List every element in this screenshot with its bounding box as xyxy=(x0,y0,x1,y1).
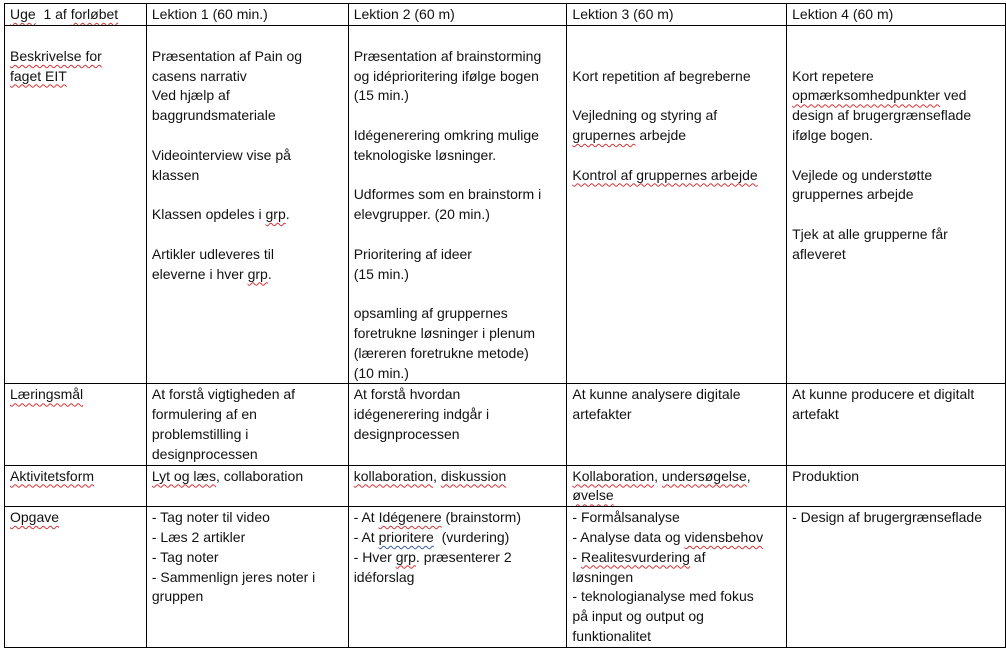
activity-l3-e: øvelse xyxy=(572,487,614,504)
description-lesson-3 xyxy=(567,26,787,384)
task-lesson-2 xyxy=(348,507,567,648)
description-label-line2: faget EIT xyxy=(10,67,67,84)
activity-lesson-3 xyxy=(567,465,787,507)
task-l2-2b: prioritere xyxy=(378,528,434,545)
desc-l2-e2: foretrukne løsninger i plenum xyxy=(353,324,535,341)
activity-l2-b: , xyxy=(433,467,441,484)
header-lesson-4: Lektion 4 (60 m) xyxy=(787,4,1006,26)
task-l2-4: idéforslag xyxy=(353,568,415,585)
desc-l3-c1: Kontrol af gruppernes arbejde xyxy=(572,166,758,183)
task-l3-5: - teknologianalyse med fokus xyxy=(572,588,754,605)
description-lesson-4 xyxy=(787,26,1006,384)
goals-lesson-4 xyxy=(787,384,1006,465)
task-l2-2a: - At xyxy=(353,528,379,545)
task-l2-2c: (vurdering) xyxy=(433,528,510,545)
desc-l1-d4: . xyxy=(267,265,272,282)
desc-l2-d2: (15 min.) xyxy=(353,265,409,282)
task-l3-4: løsningen xyxy=(572,568,634,585)
activity-label: Aktivitetsform xyxy=(10,467,95,484)
desc-l1-a2: casens narrativ xyxy=(151,67,247,84)
goals-label-cell xyxy=(5,384,147,465)
task-l1-5: gruppen xyxy=(151,588,204,605)
activity-lesson-2 xyxy=(348,465,567,507)
goal-l1-1: At forstå vigtigheden af xyxy=(151,386,296,403)
task-l3-1: - Formålsanalyse xyxy=(572,509,680,526)
desc-l3-b3: arbejde xyxy=(635,126,687,143)
task-lesson-4 xyxy=(787,507,1006,648)
activity-lesson-4 xyxy=(787,465,1006,507)
task-lesson-3 xyxy=(567,507,787,648)
header-week-cell xyxy=(5,4,147,26)
desc-l2-a1: Præsentation af brainstorming xyxy=(353,47,542,64)
activity-l1-a: Lyt og læs xyxy=(151,467,216,484)
goal-l2-3: designprocessen xyxy=(353,425,460,442)
desc-l2-e3: (læreren foretrukne metode) xyxy=(353,344,529,361)
activity-l3-c: undersøgelse xyxy=(661,467,747,484)
desc-l1-d3: grp xyxy=(247,265,268,282)
task-l3-2b: vidensbehov xyxy=(684,528,764,545)
task-l1-4: - Sammenlign jeres noter i xyxy=(151,568,316,585)
task-l3-2a: - Analyse data og xyxy=(572,528,685,545)
desc-l3-b1: Vejledning og styring af xyxy=(572,107,718,124)
header-lesson-3: Lektion 3 (60 m) xyxy=(567,4,787,26)
desc-l2-e1: opsamling af gruppernes xyxy=(353,305,508,322)
task-label-cell xyxy=(5,507,147,648)
desc-l3-b2: grupernes xyxy=(572,126,636,143)
desc-l4-a1: Kort repetere xyxy=(792,67,874,84)
desc-l2-b2: teknologiske løsninger. xyxy=(353,146,497,163)
desc-l4-a3: ved xyxy=(939,87,967,104)
desc-l1-b1: Videointerview vise på xyxy=(151,146,291,163)
header-row xyxy=(5,4,1006,26)
description-label-cell xyxy=(5,26,147,384)
task-l2-3a: - Hver xyxy=(353,548,396,565)
task-l1-1: - Tag noter til video xyxy=(151,509,270,526)
desc-l1-c1: Klassen opdeles i xyxy=(151,206,266,223)
desc-l1-c3: . xyxy=(285,206,290,223)
desc-l2-e4: (10 min.) xyxy=(353,364,409,381)
week-heading-2: 1 af xyxy=(39,6,71,22)
task-l2-3c: . præsenterer 2 xyxy=(415,548,512,565)
desc-l4-a2: opmærksomhedpunkter xyxy=(792,87,940,104)
task-l3-7: funktionalitet xyxy=(572,627,652,644)
desc-l4-a4: design af brugergrænseflade xyxy=(792,107,972,124)
task-l1-2: - Læs 2 artikler xyxy=(151,528,246,545)
goals-lesson-1 xyxy=(146,384,348,465)
task-row xyxy=(5,507,1006,648)
activity-row xyxy=(5,465,1006,507)
activity-l3-b: , xyxy=(654,467,662,484)
desc-l4-a5: ifølge bogen. xyxy=(792,126,874,143)
goals-lesson-2 xyxy=(348,384,567,465)
task-lesson-1 xyxy=(146,507,348,648)
desc-l2-d1: Prioritering af ideer xyxy=(353,245,472,262)
task-l2-3b: grp xyxy=(395,548,416,565)
desc-l4-c2: afleveret xyxy=(792,245,846,262)
description-lesson-2 xyxy=(348,26,567,384)
activity-l2-a: kollaboration xyxy=(353,467,434,484)
lesson-plan-table xyxy=(4,3,1006,648)
desc-l4-b1: Vejlede og understøtte xyxy=(792,166,933,183)
desc-l2-a3: (15 min.) xyxy=(353,87,409,104)
description-label-line1: Beskrivelse for xyxy=(10,47,102,64)
goals-row xyxy=(5,384,1006,465)
task-l2-1b: Idégenere xyxy=(378,509,442,526)
header-lesson-2: Lektion 2 (60 m) xyxy=(348,4,567,26)
goal-l1-2: formulering af en xyxy=(151,406,257,423)
desc-l2-c1: Udformes som en brainstorm i xyxy=(353,186,542,203)
activity-l3-d: , xyxy=(746,467,751,484)
desc-l1-a3: Ved hjælp af xyxy=(151,87,230,104)
desc-l4-b2: gruppernes arbejde xyxy=(792,186,914,203)
desc-l4-c1: Tjek at alle grupperne får xyxy=(792,225,948,242)
header-lesson-1: Lektion 1 (60 min.) xyxy=(146,4,348,26)
desc-l1-a4: baggrundsmateriale xyxy=(151,107,276,124)
desc-l2-b1: Idégenerering omkring mulige xyxy=(353,126,539,143)
desc-l1-d2: eleverne i hver xyxy=(151,265,248,282)
desc-l1-d1: Artikler udleveres til xyxy=(151,245,275,262)
goal-l4-2: artefakt xyxy=(792,406,839,423)
description-row xyxy=(5,26,1006,384)
task-l3-3a: - xyxy=(572,548,581,565)
task-l1-3: - Tag noter xyxy=(151,548,219,565)
task-l2-1a: - At xyxy=(353,509,379,526)
goals-lesson-3 xyxy=(567,384,787,465)
task-l3-6: på input og output og xyxy=(572,608,704,625)
goals-label: Læringsmål xyxy=(10,386,84,403)
desc-l3-a1: Kort repetition af begreberne xyxy=(572,67,751,84)
week-heading-3: forløbet xyxy=(70,6,119,22)
desc-l1-b2: klassen xyxy=(151,166,200,183)
task-label: Opgave xyxy=(10,509,60,526)
goal-l3-1: At kunne analysere digitale xyxy=(572,386,741,403)
task-l4-1: - Design af brugergrænseflade xyxy=(792,509,983,526)
goal-l3-2: artefakter xyxy=(572,406,632,423)
task-l3-3c: af xyxy=(689,548,706,565)
task-l2-1c: (brainstorm) xyxy=(441,509,522,526)
desc-l2-c2: elevgrupper. (20 min.) xyxy=(353,206,490,223)
goal-l1-4: designprocessen xyxy=(151,445,258,462)
activity-lesson-1 xyxy=(146,465,348,507)
goal-l2-2: idégenerering indgår i xyxy=(353,406,490,423)
desc-l1-c2: grp xyxy=(265,206,286,223)
activity-l1-b: , collaboration xyxy=(215,467,304,484)
task-l3-3b: Realitesvurdering xyxy=(580,548,690,565)
goal-l1-3: problemstilling i xyxy=(151,425,249,442)
week-heading-1: Uge xyxy=(10,6,36,22)
activity-l4: Produktion xyxy=(792,467,860,484)
goal-l2-1: At forstå hvordan xyxy=(353,386,461,403)
description-lesson-1 xyxy=(146,26,348,384)
desc-l2-a2: og idéprioritering ifølge bogen xyxy=(353,67,539,84)
desc-l1-a1: Præsentation af Pain og xyxy=(151,47,303,64)
activity-l3-a: Kollaboration xyxy=(572,467,655,484)
activity-label-cell xyxy=(5,465,147,507)
activity-l2-c: diskussion xyxy=(440,467,507,484)
goal-l4-1: At kunne producere et digitalt xyxy=(792,386,975,403)
